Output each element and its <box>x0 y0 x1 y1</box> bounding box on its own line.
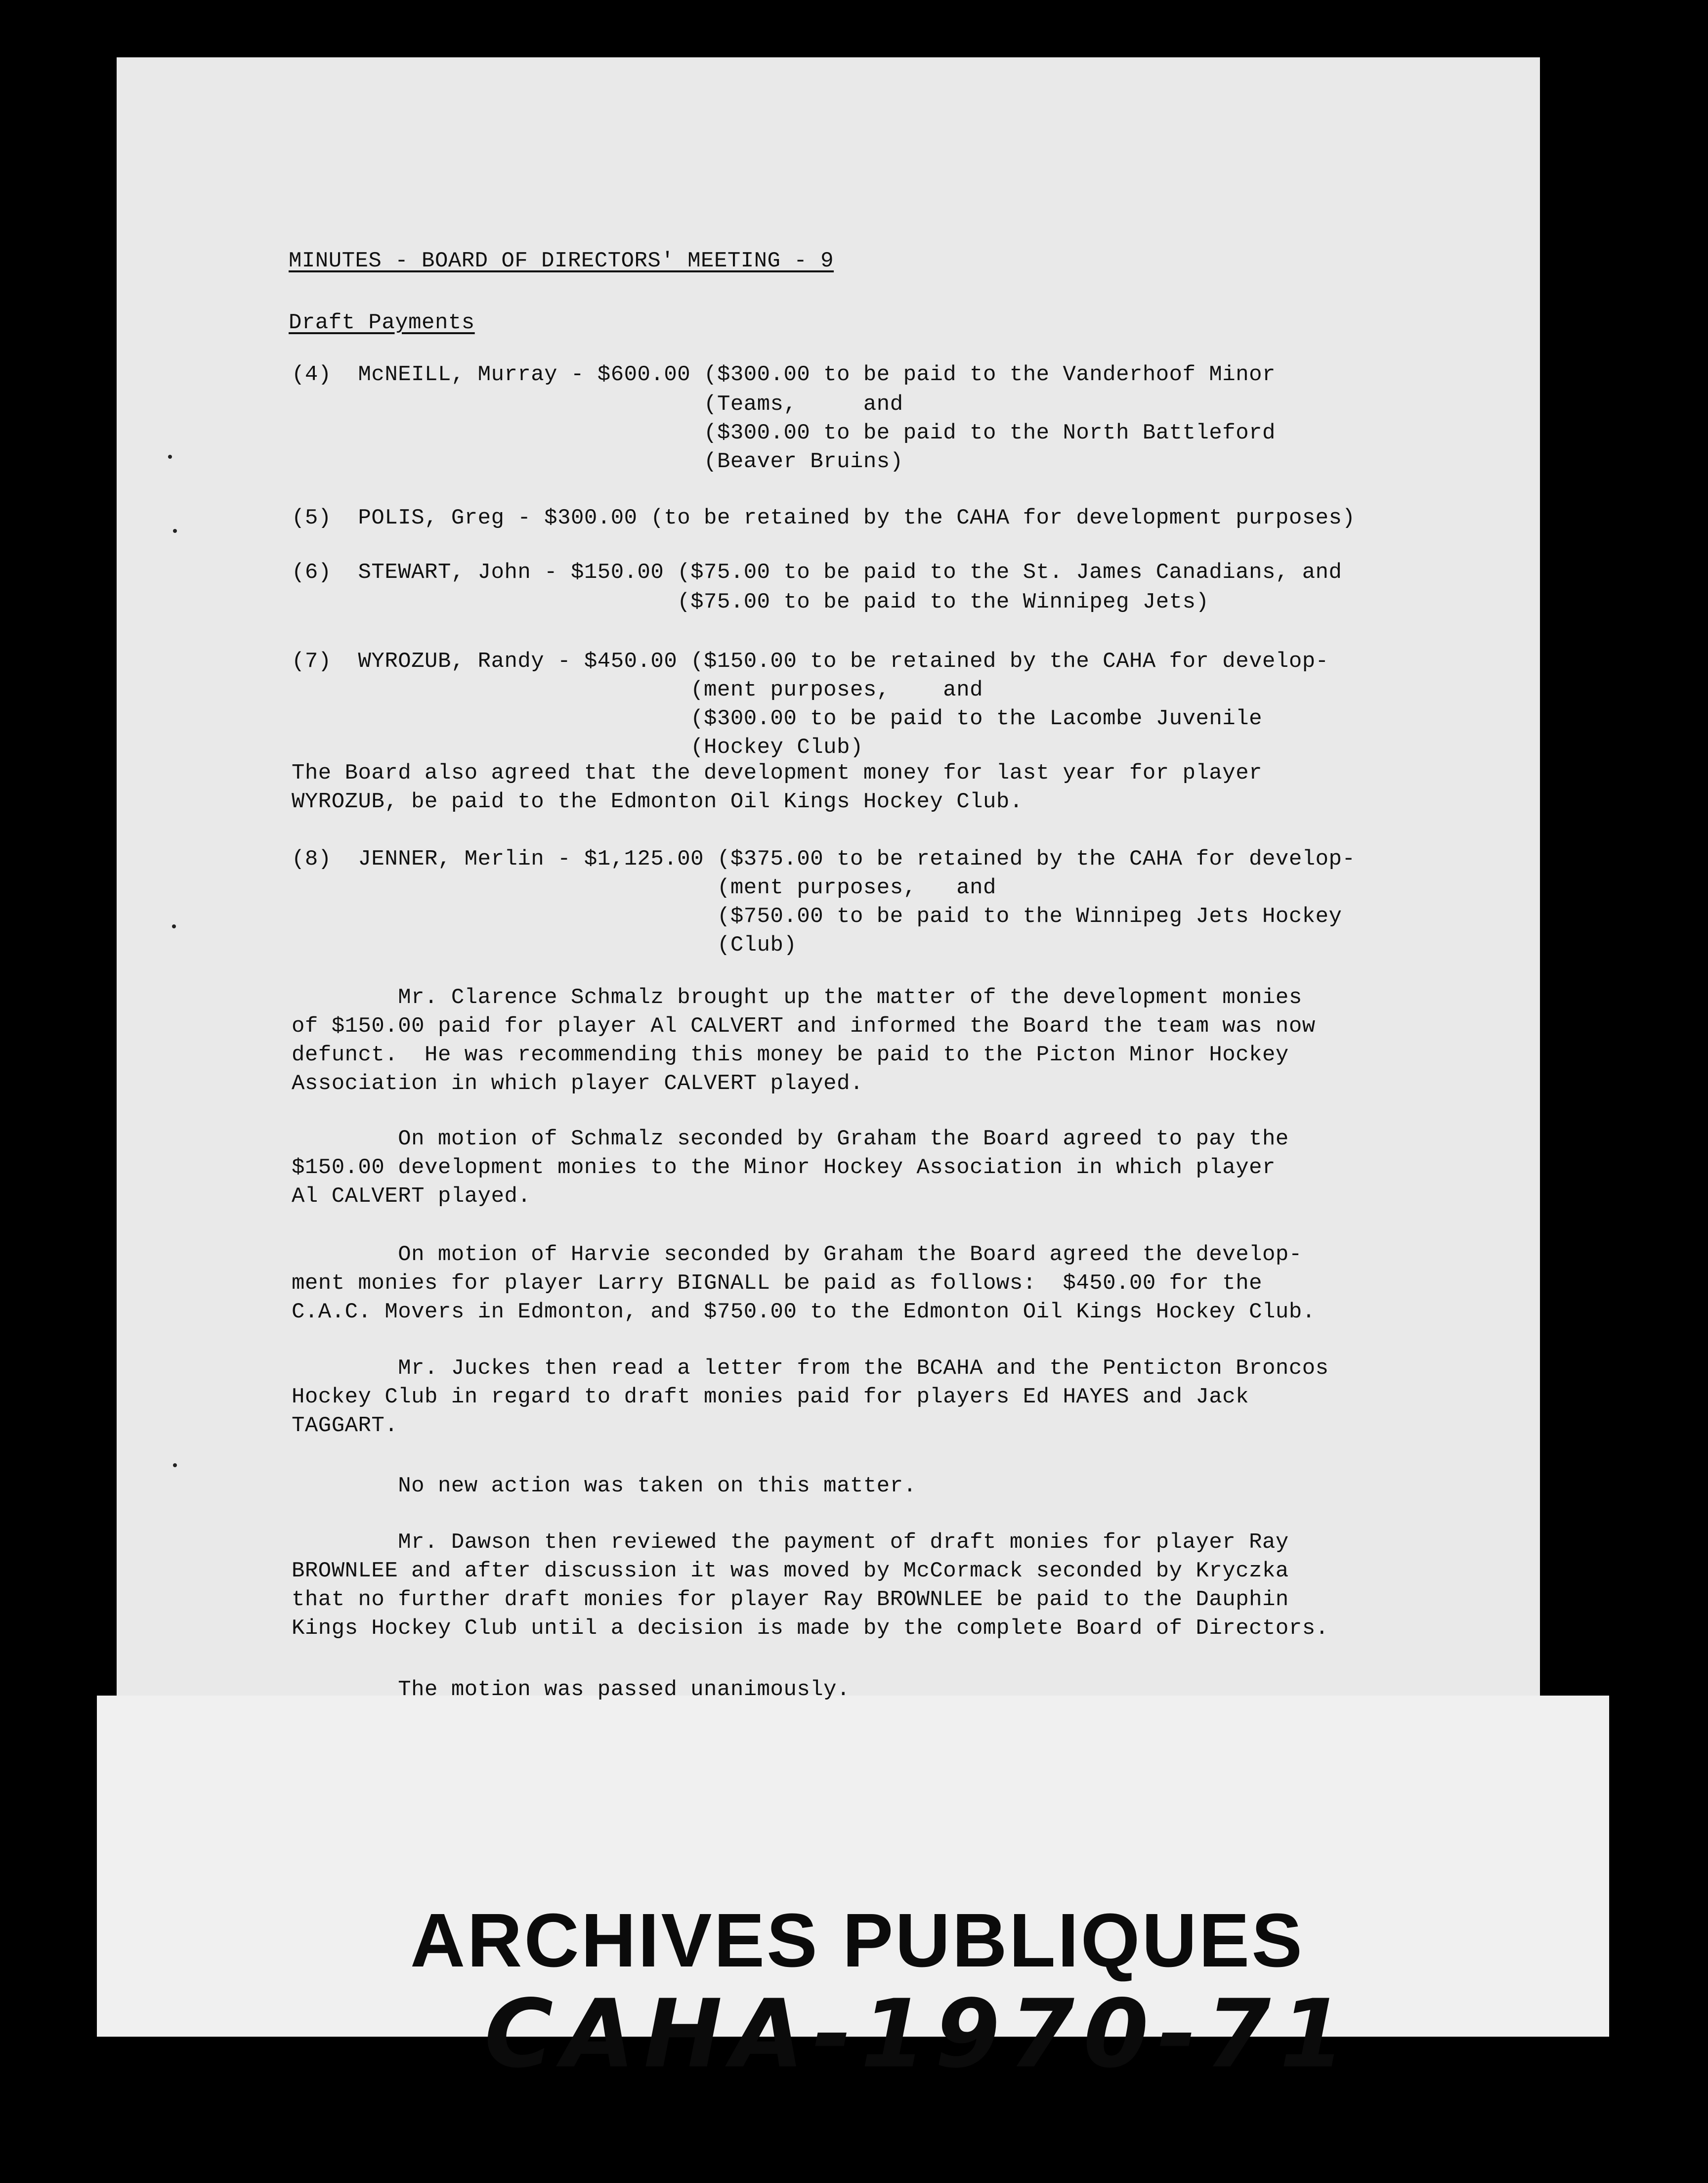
paragraph-line: Kings Hockey Club until a decision is made by the complete Board of Directors. <box>292 1616 1329 1641</box>
paragraph-line: Mr. Dawson then reviewed the payment of draft monies for player Ray <box>292 1530 1289 1555</box>
paragraph-line: defunct. He was recommending this money be paid to the Picton Minor Hockey <box>292 1043 1289 1067</box>
entry-line: (4) McNEILL, Murray - $600.00 ($300.00 to be paid to the Vanderhoof Minor <box>292 362 1276 387</box>
margin-mark <box>168 455 172 459</box>
margin-mark <box>172 924 176 928</box>
entry-line: ($750.00 to be paid to the Winnipeg Jets Hockey <box>292 904 1342 929</box>
paragraph-line: The Board also agreed that the development money for last year for player <box>292 761 1263 786</box>
paragraph-line: that no further draft monies for player Ray BROWNLEE be paid to the Dauphin <box>292 1587 1289 1612</box>
paragraph-line: $150.00 development monies to the Minor Hockey Association in which player <box>292 1155 1276 1180</box>
margin-mark <box>173 529 177 533</box>
entry-line: (7) WYROZUB, Randy - $450.00 ($150.00 to be retained by the CAHA for develop- <box>292 649 1329 674</box>
paragraph-line: No new action was taken on this matter. <box>292 1474 917 1498</box>
paragraph-line: C.A.C. Movers in Edmonton, and $750.00 to the Edmonton Oil Kings Hockey Club. <box>292 1300 1316 1324</box>
entry-line: (8) JENNER, Merlin - $1,125.00 ($375.00 to be retained by the CAHA for develop- <box>292 847 1356 872</box>
entry-line: (Hockey Club) <box>292 735 863 760</box>
paragraph-line: TAGGART. <box>292 1413 398 1438</box>
entry-line: (Club) <box>292 933 797 958</box>
entry-line: (6) STEWART, John - $150.00 ($75.00 to be paid to the St. James Canadians, and <box>292 560 1342 585</box>
paragraph-line: Hockey Club in regard to draft monies paid for players Ed HAYES and Jack <box>292 1385 1249 1409</box>
entry-line: (Beaver Bruins) <box>292 449 903 474</box>
page-header: MINUTES - BOARD OF DIRECTORS' MEETING - 9 <box>289 249 834 273</box>
entry-line: ($300.00 to be paid to the Lacombe Juvenile <box>292 706 1263 731</box>
handwritten-reference: CAHA-1970-71 <box>484 1979 1354 2089</box>
paragraph-line: Association in which player CALVERT played. <box>292 1071 863 1096</box>
archive-stamp: ARCHIVES PUBLIQUES <box>410 1898 1305 1983</box>
margin-mark <box>173 1463 177 1467</box>
entry-line: (ment purposes, and <box>292 678 983 702</box>
paragraph-line: Al CALVERT played. <box>292 1184 531 1209</box>
entry-line: (5) POLIS, Greg - $300.00 (to be retained by the CAHA for development purposes) <box>292 506 1356 530</box>
paragraph-line: ment monies for player Larry BIGNALL be paid as follows: $450.00 for the <box>292 1271 1263 1296</box>
entry-line: (Teams, and <box>292 392 903 417</box>
section-title: Draft Payments <box>289 310 475 335</box>
entry-line: (ment purposes, and <box>292 875 996 900</box>
paragraph-line: On motion of Schmalz seconded by Graham the Board agreed to pay the <box>292 1127 1289 1151</box>
entry-line: ($75.00 to be paid to the Winnipeg Jets) <box>292 590 1209 614</box>
paragraph-line: BROWNLEE and after discussion it was moved by McCormack seconded by Kryczka <box>292 1559 1289 1583</box>
paragraph-line: The motion was passed unanimously. <box>292 1677 850 1702</box>
paragraph-line: of $150.00 paid for player Al CALVERT and informed the Board the team was now <box>292 1014 1316 1039</box>
paragraph-line: WYROZUB, be paid to the Edmonton Oil Kings Hockey Club. <box>292 789 1023 814</box>
paragraph-line: Mr. Clarence Schmalz brought up the matter of the development monies <box>292 985 1302 1010</box>
entry-line: ($300.00 to be paid to the North Battleford <box>292 421 1276 445</box>
paragraph-line: Mr. Juckes then read a letter from the BCAHA and the Penticton Broncos <box>292 1356 1329 1381</box>
paragraph-line: On motion of Harvie seconded by Graham the Board agreed the develop- <box>292 1242 1302 1267</box>
